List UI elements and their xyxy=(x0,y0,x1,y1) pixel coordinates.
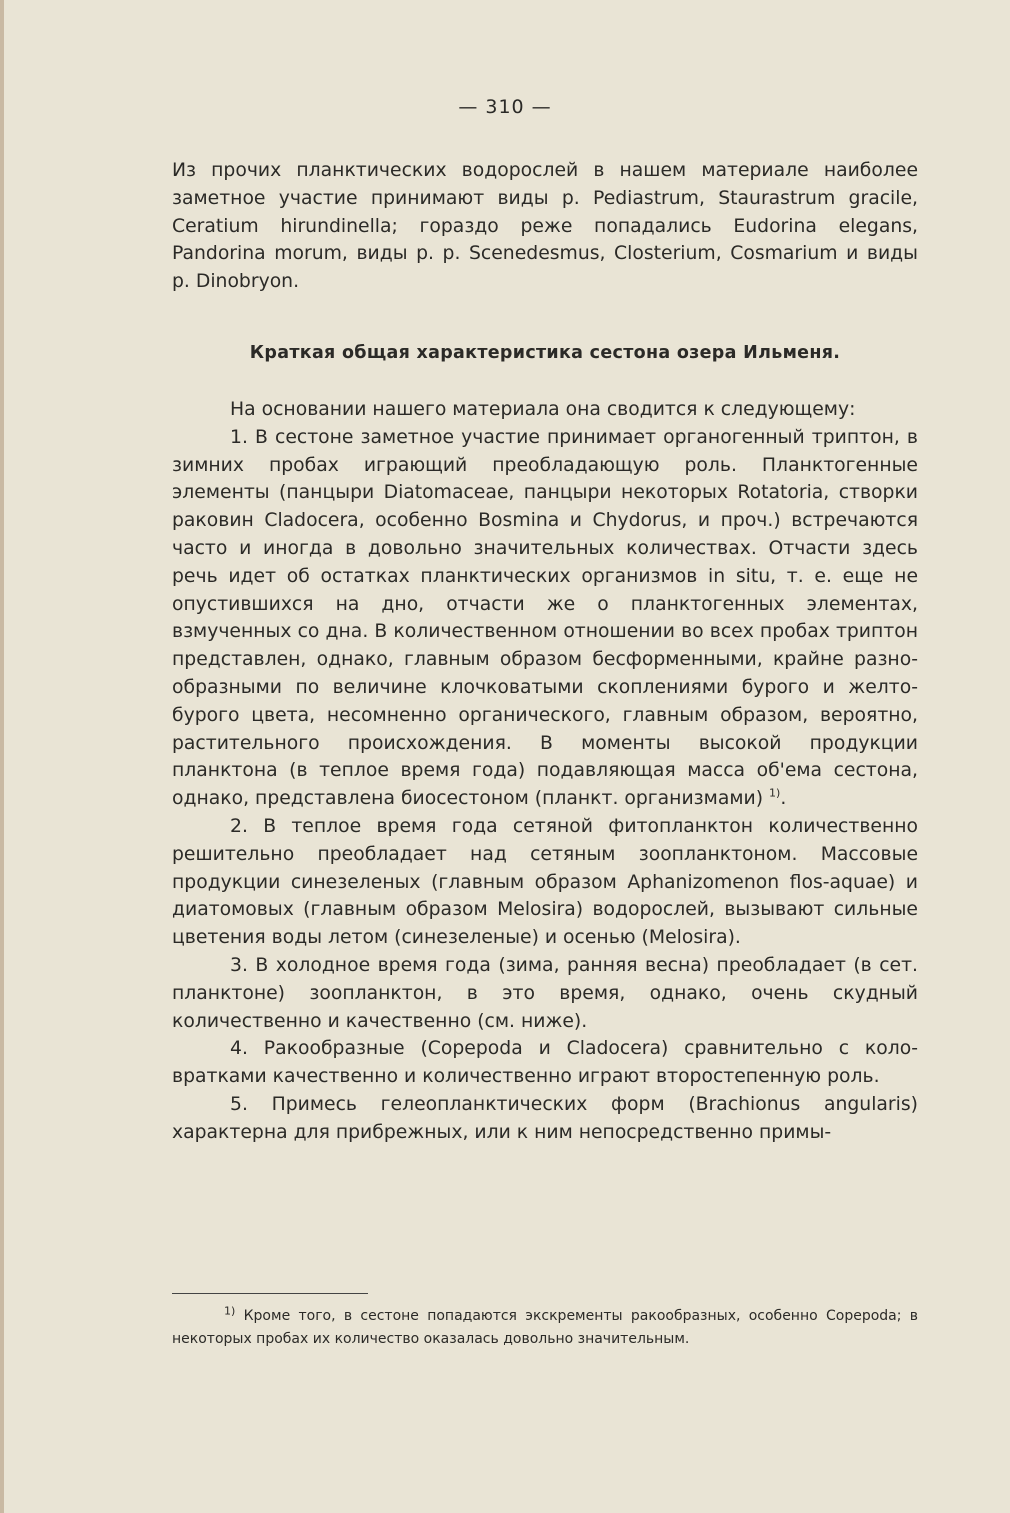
page-edge xyxy=(0,0,4,1513)
footnote-mark: 1) xyxy=(224,1304,236,1318)
item-4-paragraph: 4. Ракообразные (Copepoda и Cladocera) сравнительно с коловратками качественно и количественно играют второстепенную роль. xyxy=(172,1038,918,1088)
item-3-paragraph: 3. В холодное время года (зима, ранняя весна) преобладает (в сет. планктоне) зоопланктон, в это время, однако, очень скудный количественно и качественно (см. ниже). xyxy=(172,954,918,1032)
item-5-paragraph: 5. Примесь гелеопланктических форм (Brachionus angularis) характерна для прибрежных, или к ним непосредственно примы- xyxy=(172,1093,918,1143)
item-1-paragraph xyxy=(172,424,918,813)
footnote-text: Кроме того, в сестоне попадаются экскременты ракообразных, особенно Copepoda; в некоторых пробах их количество оказалась довольно значительным. xyxy=(172,1308,918,1347)
section-heading: Краткая общая характеристика сестона озера Ильменя. xyxy=(249,343,841,363)
footnote-divider xyxy=(172,1293,368,1294)
page-number: — 310 — xyxy=(458,96,552,118)
body-text xyxy=(172,396,918,1147)
lead-paragraph: На основании нашего материала она сводится к следующему: xyxy=(230,399,856,420)
footnote xyxy=(172,1305,918,1351)
intro-paragraph: Из прочих планктических водорослей в нашем материале наиболее заметное участие принимают виды р. Pediastrum, Staurastrum gracile, Ceratium hirundinella; гораздо реже попадались Eudorina elegans, Pandorina morum, виды р. р. Scenedesmus, Closterium, Cosmarium и виды р. Dinobryon. xyxy=(172,160,918,293)
intro-paragraph-block xyxy=(172,157,918,296)
footnote-ref: 1) xyxy=(769,786,781,800)
item-2-paragraph: 2. В теплое время года сетяной фитопланктон количественно решительно преобладает над сетяным зоопланктоном. Массовые продукции синезеленых (главным образом Aphanizomenon flos-aquae) и диатомовых (главным образом Melosira) водорослей, вызывают сильные цветения воды летом (синезеленые) и осенью (Melosira). xyxy=(172,815,918,949)
item-1-text: 1. В сестоне заметное участие принимает органогенный триптон, в зимних пробах играющий преобладающую роль. Планктогенные элементы (панцыри Diatomaceae, панцыри некоторых Rotatoria, створки раковин Cladocera, особенно Bosmina и Chydorus, и проч.) встречаются часто и иногда в довольно значительных количествах. Отчасти здесь речь идет об остатках планктических организмов in situ, т. е. еще не опустившихся на дно, отчасти же о планктогенных элементах, взмученных со дна. В количественном отношении во всех пробах триптон представлен, однако, главным образом бесформенными, крайне разнообразными по величине клочковатыми скоплениями бурого и желто-бурого цвета, несомненно органического, главным образом, вероятно, растительного происхождения. В моменты высокой продукции планктона (в теплое время года) подавляющая масса об'ема сестона, однако, представлена биосестоном (планкт. организмами) xyxy=(172,426,918,810)
item-1-end: . xyxy=(780,788,787,810)
